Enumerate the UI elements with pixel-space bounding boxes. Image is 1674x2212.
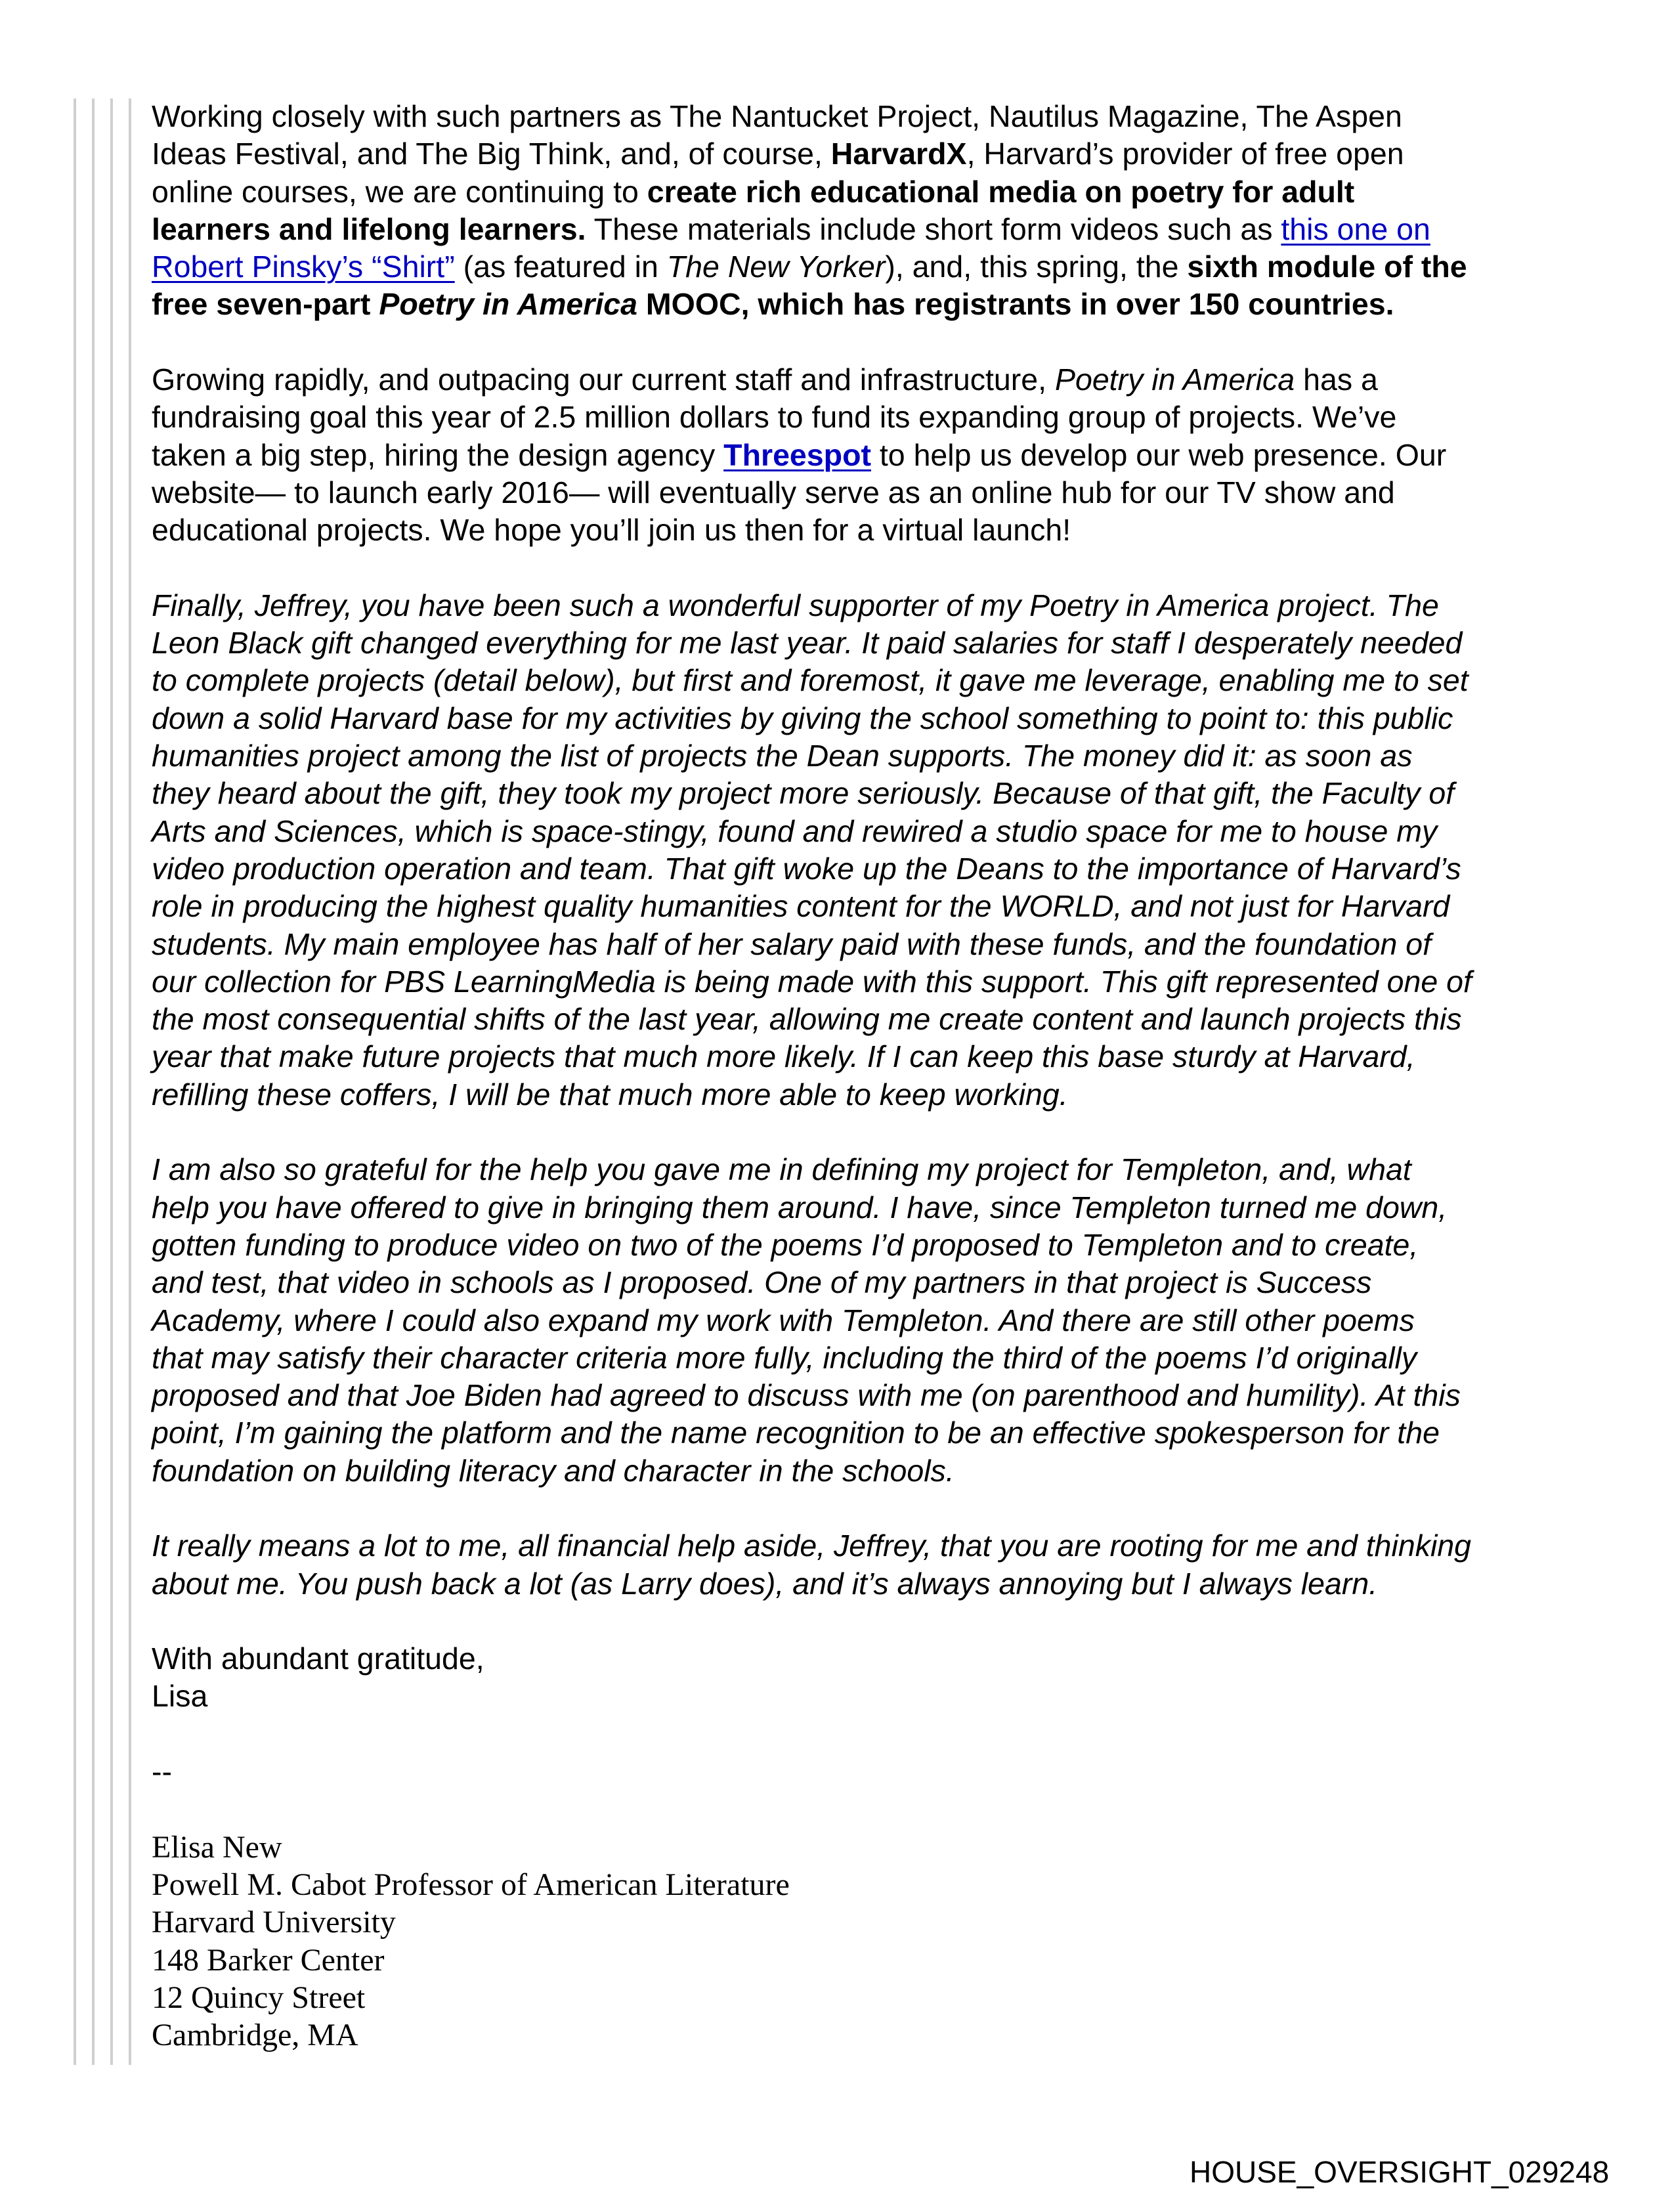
signature-title: Powell M. Cabot Professor of American Literature [152, 1867, 790, 1902]
paragraph-leon-black-gift: Finally, Jeffrey, you have been such a wonderful supporter of my Poetry in America project. The Leon Black gift changed everything for me last year. It paid salaries for staff I desperately needed to complete projects (detail below), but first and foremost, it gave me leverage, enabling me to set down a solid Harvard base for my activities by giving the school something to point to: this public humanities project among the list of projects the Dean supports. The money did it: as soon as they heard about the gift, they took my project more seriously. Because of that gift, the Faculty of Arts and Sciences, which is space-stingy, found and rewired a studio space for me to house my video production operation and team. That gift woke up the Deans to the importance of Harvard’s role in producing the highest quality humanities content for the WORLD, and not just for Harvard students. My main employee has half of her salary paid with these funds, and the foundation of our collection for PBS LearningMedia is being made with this support. This gift represented one of the most consequential shifts of the last year, allowing me create content and launch projects this year that make future projects that much more likely. If I can keep this base sturdy at Harvard, refilling these coffers, I will be that much more able to keep working. [152, 588, 1472, 1112]
quote-bar-3 [110, 98, 113, 2065]
pinsky-shirt-video-link[interactable]: this one on [1281, 211, 1430, 246]
paragraph-fundraising: Growing rapidly, and outpacing our current staff and infrastructure, Poetry in America has a fundraising goal this year of 2.5 million dollars to fund its expanding group of projects. We’ve taken a big step, hiring the design agency Threespot to help us develop our web presence. Our website— to launch early 2016— will eventually serve as an online hub for our TV show and educational projects. We hope you’ll join us then for a virtual launch! [152, 362, 1447, 548]
signature-city: Cambridge, MA [152, 2018, 358, 2053]
paragraph-templeton: I am also so grateful for the help you gave me in defining my project for Templeton, and, what help you have offered to give in bringing them around. I have, since Templeton turned me down, gotten funding to produce video on two of the poems I’d proposed to Templeton and to create, and test, that video in schools as I proposed. One of my partners in that project is Success Academy, where I could also expand my work with Templeton. And there are still other poems that may satisfy their character criteria more fully, including the third of the poems I’d originally proposed and that Joe Biden had agreed to discuss with me (on parenthood and humility). At this point, I’m gaining the platform and the name recognition to be an effective spokesperson for the foundation on building literacy and character in the schools. [152, 1152, 1461, 1488]
closing-name: Lisa [152, 1679, 208, 1714]
paragraph-partners: Working closely with such partners as The Nantucket Project, Nautilus Magazine, The Aspen Ideas Festival, and The Big Think, and, of course, HarvardX, Harvard’s provider of free open online courses, we are continuing to create rich educational media on poetry for adult learners and lifelong learners. These materials include short form videos such as this one on Robert Pinsky’s “Shirt” (as featured in The New Yorker), and, this spring, the sixth module of the free seven-part Poetry in America MOOC, which has registrants in over 150 countries. [152, 99, 1467, 322]
signature-block [152, 1829, 1622, 2054]
quote-bar-4 [129, 98, 131, 2065]
email-body [152, 98, 1622, 2054]
pinsky-shirt-video-link-cont[interactable]: Robert Pinsky’s “Shirt” [152, 249, 455, 284]
signature-name: Elisa New [152, 1829, 282, 1865]
paragraph-gratitude: It really means a lot to me, all financial help aside, Jeffrey, that you are rooting for me and thinking about me. You push back a lot (as Larry does), and it’s always annoying but I always learn. [152, 1529, 1472, 1601]
quote-bar-1 [74, 98, 76, 2065]
quote-bar-2 [92, 98, 95, 2065]
signature-address-1: 148 Barker Center [152, 1942, 385, 1978]
closing-salutation: With abundant gratitude, [152, 1641, 484, 1676]
closing [152, 1640, 1622, 1716]
signature-separator: -- [152, 1754, 172, 1789]
harvardx-emphasis: HarvardX [830, 137, 967, 171]
signature-address-2: 12 Quincy Street [152, 1980, 366, 2015]
signature-institution: Harvard University [152, 1905, 396, 1940]
bates-number: HOUSE_OVERSIGHT_029248 [1190, 2155, 1610, 2189]
threespot-link[interactable]: Threespot [723, 437, 871, 472]
